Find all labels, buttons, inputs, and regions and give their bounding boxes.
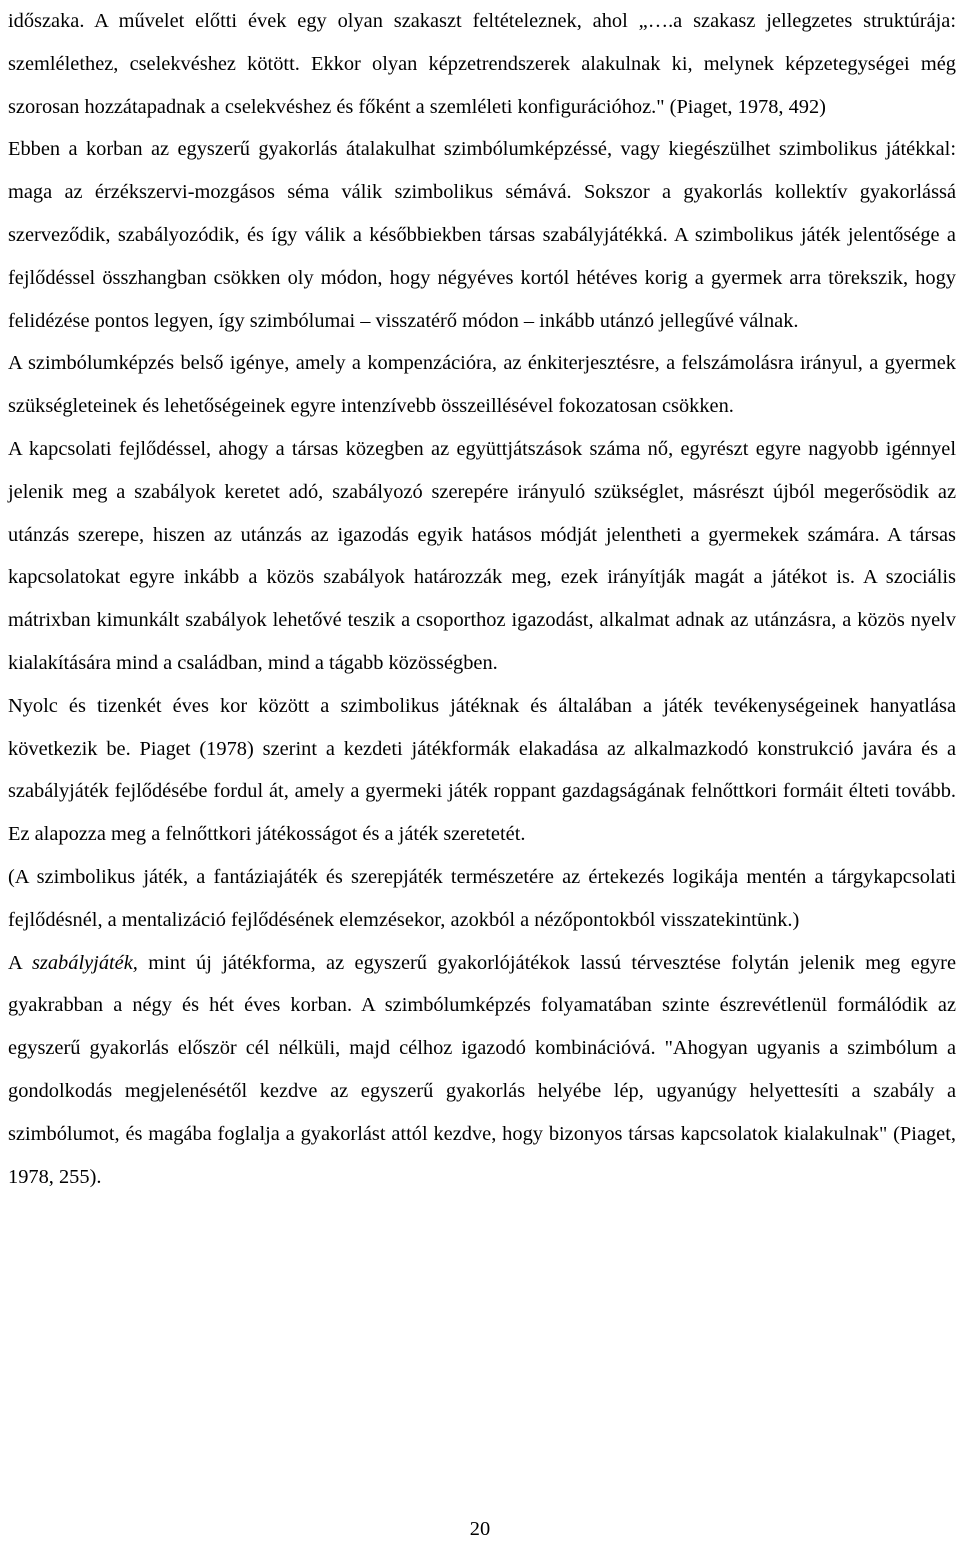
paragraph-7-emphasis: szabályjáték, xyxy=(31,951,138,974)
paragraph-4: A kapcsolati fejlődéssel, ahogy a társas közegben az együttjátszások száma nő, egyrészt egyre nagyobb igénnyel jelenik meg a szabályok keretet adó, szabályozó szerepére irányuló szükséglet, másrészt újból megerősödik az utánzás szerepe, hiszen az utánzás az igazodás egyik hatásos módját jelentheti a gyermekek számára. A társas kapcsolatokat egyre inkább a közös szabályok határozzák meg, ezek irányítják magát a játékot is. A szociális mátrixban kimunkált szabályok lehetővé teszik a csoporthoz igazodást, alkalmat adnak az utánzásra, a közös nyelv kialakítására mind a családban, mind a tágabb közösségben. xyxy=(8,437,956,674)
paragraph-7-rest: mint új játékforma, az egyszerű gyakorlójátékok lassú térvesztése folytán jelenik meg egyre gyakrabban a négy és hét éves korban. A szimbólumképzés folyamatában szinte észrevétlenül formálódik az egyszerű gyakorlás először cél nélküli, majd célhoz igazodó kombinációvá. "Ahogyan ugyanis a szimbólum a gondolkodás megjelenésétől kezdve az egyszerű gyakorlás helyébe lép, ugyanúgy helyettesíti a szabály a szimbólumot, és magába foglalja a gyakorlást attól kezdve, hogy bizonyos társas kapcsolatok kialakulnak" (Piaget, 1978, 255). xyxy=(8,951,956,1188)
paragraph-2: Ebben a korban az egyszerű gyakorlás átalakulhat szimbólumképzéssé, vagy kiegészülhet szimbolikus játékkal: maga az érzékszervi-mozgásos séma válik szimbolikus sémává. Sokszor a gyakorlás kollektív gyakorlássá szerveződik, szabályozódik, és így válik a későbbiekben társas szabályjátékká. A szimbolikus játék jelentősége a fejlődéssel összhangban csökken oly módon, hogy négyéves kortól hétéves korig a gyermek arra törekszik, hogy felidézése pontos legyen, így szimbólumai – visszatérő módon – inkább utánzó jellegűvé válnak. xyxy=(8,138,956,332)
page-number: 20 xyxy=(469,1518,491,1540)
paragraph-1: időszaka. A művelet előtti évek egy olyan szakaszt feltételeznek, ahol „….a szakasz jellegzetes struktúrája: szemlélethez, cselekvéshez kötött. Ekkor olyan képzetrendszerek alakulnak ki, melynek képzetegységei még szorosan hozzátapadnak a cselekvéshez és főként a szemléleti konfigurációhoz." (Piaget, 1978, 492) xyxy=(8,10,956,118)
paragraph-6: (A szimbolikus játék, a fantáziajáték és szerepjáték természetére az értekezés logikája mentén a tárgykapcsolati fejlődésnél, a mentalizáció fejlődésének elemzésekor, azokból a nézőpontokból visszatekintünk.) xyxy=(8,865,956,931)
paragraph-7 xyxy=(8,942,956,1199)
paragraph-5: Nyolc és tizenkét éves kor között a szimbolikus játéknak és általában a játék tevékenységeinek hanyatlása következik be. Piaget (1978) szerint a kezdeti játékformák elakadása az alkalmazkodó konstrukció javára és a szabályjáték fejlődésébe fordul át, amely a gyermeki játék roppant gazdagságának felnőttkori formáit élteti tovább. Ez alapozza meg a felnőttkori játékosságot és a játék szeretetét. xyxy=(8,694,956,846)
document-page xyxy=(8,0,956,1198)
paragraph-3: A szimbólumképzés belső igénye, amely a kompenzációra, az énkiterjesztésre, a felszámolásra irányul, a gyermek szükségleteinek és lehetőségeinek egyre intenzívebb összeillésével fokozatosan csökken. xyxy=(8,352,956,418)
paragraph-7-lead: A xyxy=(8,951,32,974)
